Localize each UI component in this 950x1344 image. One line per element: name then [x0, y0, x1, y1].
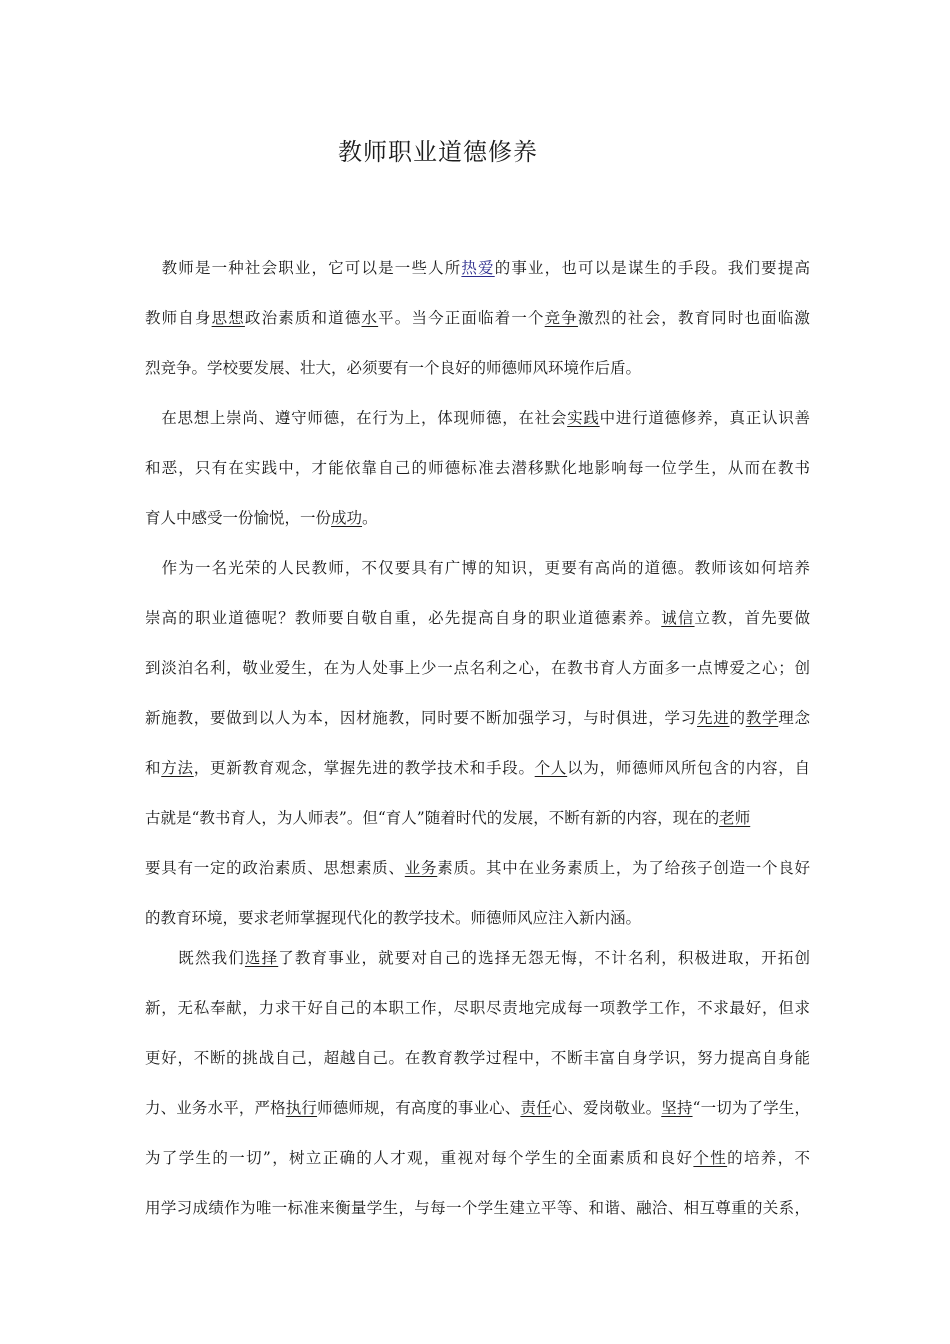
text-segment: 新施教，要做到以人为本，因材施教，同时要不断加强学习，与时俱进，学习: [145, 709, 698, 727]
text-line: [145, 258, 810, 278]
text-line: [145, 458, 810, 478]
text-segment: 教师是一种社会职业，它可以是一些人所: [145, 259, 462, 277]
text-segment: 作为一名光荣的人民教师，不仅要具有广博的知识，更要有高尚的道德。教师该如何培养: [145, 559, 810, 577]
underlined-term: 诚信: [661, 609, 695, 627]
text-segment: 理念: [778, 709, 810, 727]
text-segment: “一切为了学生，: [692, 1099, 810, 1117]
text-line: [145, 708, 810, 728]
text-segment: 的教育环境，要求老师掌握现代化的教学技术。师德师风应注入新内涵。: [145, 909, 642, 927]
text-segment: 力、业务水平，严格: [145, 1099, 286, 1117]
text-line: [145, 658, 810, 678]
text-segment: 在思想上崇尚、遵守师德，在行为上，体现师德，在社会: [145, 409, 568, 427]
text-segment: 以为，师德师风所包含的内容，自: [567, 759, 810, 777]
text-segment: 激烈的社会，教育同时也面临激: [577, 309, 810, 327]
text-segment: 平。当今正面临着一个: [378, 309, 545, 327]
underlined-term[interactable]: 热爱: [461, 259, 495, 277]
text-line: [145, 1148, 810, 1168]
text-segment: 更好，不断的挑战自己，超越自己。在教育教学过程中，不断丰富自身学识，努力提高自身能: [145, 1049, 810, 1067]
text-line: [145, 308, 810, 328]
text-line: [145, 1048, 810, 1068]
text-line: [145, 808, 810, 828]
underlined-term: 实践: [567, 409, 600, 427]
text-segment: 和: [145, 759, 162, 777]
underlined-term: 责任: [520, 1099, 552, 1117]
text-segment: 。: [362, 509, 378, 527]
underlined-term: 老师: [719, 809, 751, 827]
text-segment: 政治素质和道德: [244, 309, 362, 327]
text-line: [145, 1098, 810, 1118]
text-line: [145, 908, 810, 928]
text-segment: 心、爱岗敬业。: [551, 1099, 662, 1117]
document-title: 教师职业道德修养: [338, 138, 538, 166]
text-line: [145, 408, 810, 428]
text-line: [145, 1198, 810, 1218]
text-line: [145, 948, 810, 968]
underlined-term: 业务: [404, 859, 438, 877]
text-line: [145, 558, 810, 578]
text-line: [145, 758, 810, 778]
text-segment: 的事业，也可以是谋生的手段。我们要提高: [494, 259, 810, 277]
underlined-term: 选择: [244, 949, 279, 967]
underlined-term: 坚持: [661, 1099, 693, 1117]
underlined-term: 成功: [331, 509, 363, 527]
text-segment: 立教，首先要做: [694, 609, 810, 627]
underlined-term: 先进: [697, 709, 730, 727]
text-segment: 古就是“教书育人，为人师表”。但“育人”随着时代的发展，不断有新的内容，现在的: [145, 809, 720, 827]
text-segment: 育人中感受一份愉悦，一份: [145, 509, 332, 527]
underlined-term: 思想: [211, 309, 245, 327]
text-segment: 素质。其中在业务素质上，为了给孩子创造一个良好: [437, 859, 810, 877]
text-segment: 和恶，只有在实践中，才能依靠自己的师德标准去潜移默化地影响每一位学生，从而在教书: [145, 459, 810, 477]
text-segment: 的: [729, 709, 746, 727]
text-line: [145, 608, 810, 628]
text-segment: 崇高的职业道德呢？教师要自敬自重，必先提高自身的职业道德素养。: [145, 609, 662, 627]
underlined-term: 个人: [534, 759, 568, 777]
text-segment: 既然我们: [145, 949, 245, 967]
text-segment: 为了学生的一切”，树立正确的人才观，重视对每个学生的全面素质和良好: [145, 1149, 694, 1167]
underlined-term: 教学: [745, 709, 779, 727]
text-segment: 教师自身: [145, 309, 212, 327]
underlined-term: 方法: [161, 759, 194, 777]
underlined-term: 水: [361, 309, 379, 327]
text-segment: 要具有一定的政治素质、思想素质、: [145, 859, 405, 877]
underlined-term: 竞争: [544, 309, 578, 327]
underlined-term: 个性: [693, 1149, 728, 1167]
text-segment: 的培养，不: [727, 1149, 810, 1167]
text-segment: 到淡泊名利，敬业爱生，在为人处事上少一点名利之心，在教书育人方面多一点博爱之心；创: [145, 659, 810, 677]
text-line: [145, 858, 810, 878]
text-segment: ，更新教育观念，掌握先进的教学技术和手段。: [193, 759, 535, 777]
text-segment: 新，无私奉献，力求干好自己的本职工作，尽职尽责地完成每一项教学工作，不求最好，但求: [145, 999, 810, 1017]
text-segment: 中进行道德修养，真正认识善: [599, 409, 810, 427]
underlined-term: 执行: [285, 1099, 318, 1117]
text-segment: 师德师规，有高度的事业心、: [317, 1099, 521, 1117]
text-segment: 了教育事业，就要对自己的选择无怨无悔，不计名利，积极进取，开拓创: [278, 949, 810, 967]
text-line: [145, 508, 810, 528]
text-segment: 烈竞争。学校要发展、壮大，必须要有一个良好的师德师风环境作后盾。: [145, 359, 642, 377]
text-segment: 用学习成绩作为唯一标准来衡量学生，与每一个学生建立平等、和谐、融洽、相互尊重的关系，: [145, 1199, 810, 1217]
text-line: [145, 998, 810, 1018]
text-line: [145, 358, 810, 378]
